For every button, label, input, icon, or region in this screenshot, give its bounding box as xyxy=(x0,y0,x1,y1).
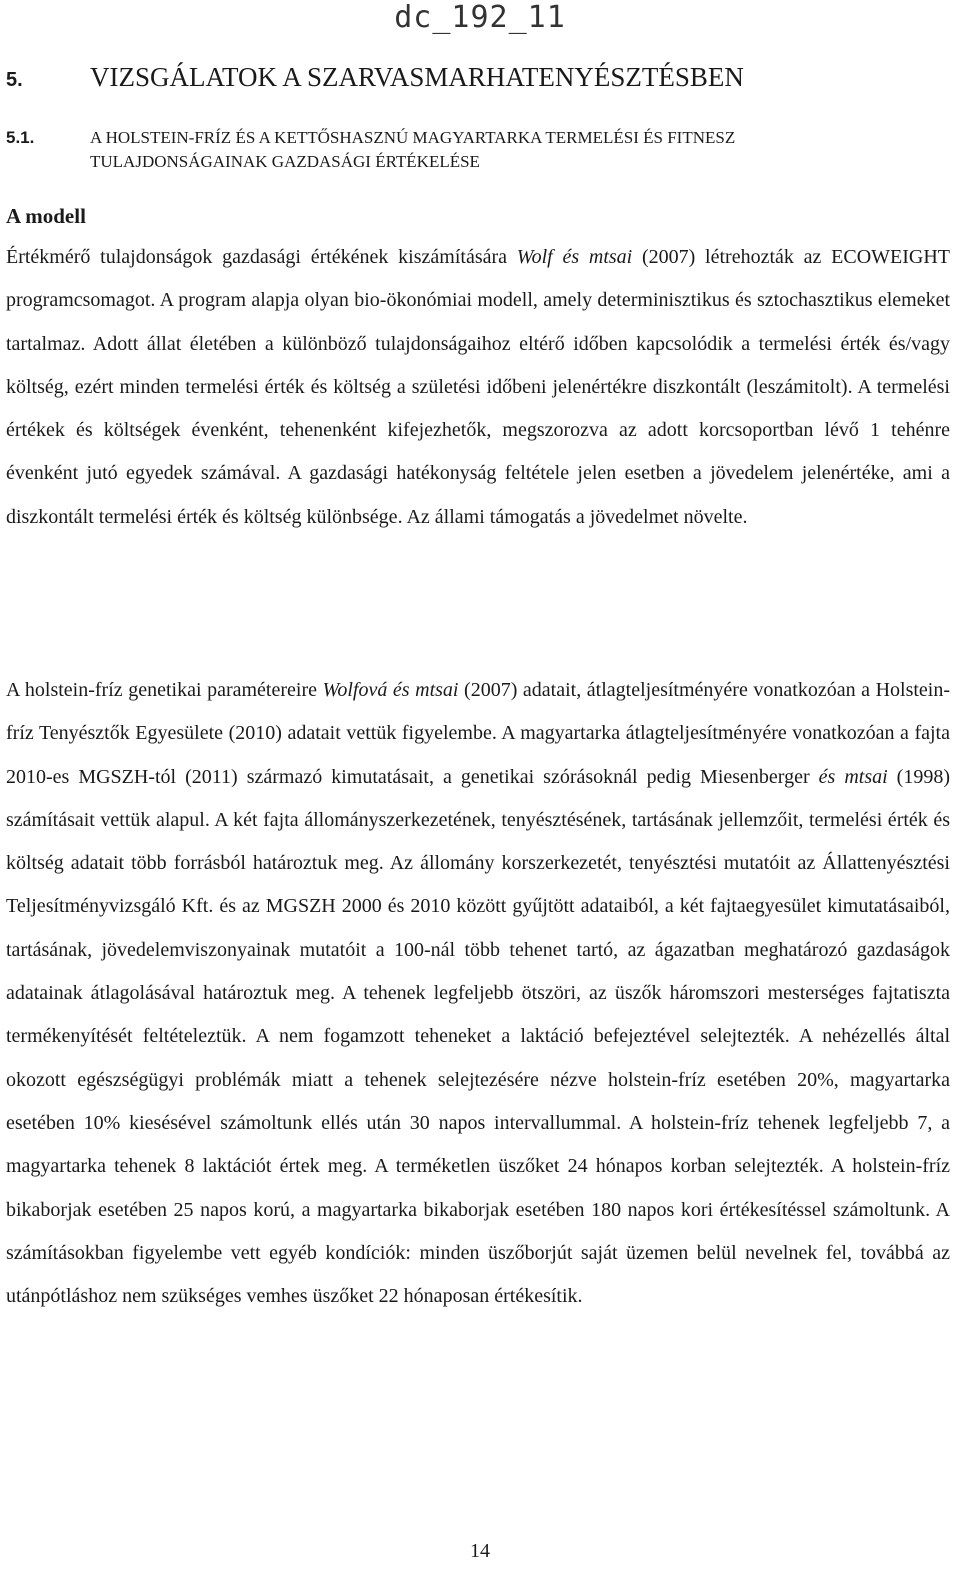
p1-text-start: Értékmérő tulajdonságok gazdasági értékének kiszámítására xyxy=(6,246,517,268)
p2-citation-2: és mtsai xyxy=(818,765,888,788)
model-heading: A modell xyxy=(6,204,86,228)
subsection-heading xyxy=(6,126,946,174)
subsection-title: A HOLSTEIN-FRÍZ ÉS A KETTŐSHASZNÚ MAGYARTARKA TERMELÉSI ÉS FITNESZ TULAJDONSÁGAINAK GAZDASÁGI ÉRTÉKELÉSE xyxy=(90,128,736,171)
document-id-header: dc_192_11 xyxy=(394,0,566,35)
paragraph-model xyxy=(6,236,950,539)
p2-text-a: A holstein-fríz genetikai paramétereire xyxy=(6,679,323,701)
p2-text-c: (1998) számításait vettük alapul. A két fajta állományszerkezetének, tenyésztésének, tartásának jellemzőit, termelési érték és költség adatait több forrásból határoztuk meg. Az állomány korszerkezetét, tenyésztési mutatóit az Állattenyésztési Teljesítményvizsgáló Kft. és az MGSZH 2000 és 2010 között gyűjtött adataiból, a két fajtaegyesület kimutatásaiból, tartásának, jövedelemviszonyainak mutatóit a 100-nál több tehenet tartó, az ágazatban meghatározó gazdaságok adatainak átlagolásával határoztuk meg. A tehenek legfeljebb ötszöri, az üszők háromszori mesterséges fajtatiszta termékenyítését feltételeztük. A nem fogamzott teheneket a laktáció befejeztével selejtezték. A nehézellés által okozott egészségügyi problémák miatt a tehenek selejtezésére nézve holstein-fríz esetében 20%, magyartarka esetében 10% kiesésével számoltunk ellés után 30 napos intervallummal. A holstein-fríz tehenek legfeljebb 7, a magyartarka tehenek 8 laktációt értek meg. A terméketlen üszőket 24 hónapos korban selejtezték. A holstein-fríz bikaborjak esetében 25 napos korú, a magyartarka bikaborjak esetében 180 napos kori értékesítéssel számoltunk. A számításokban figyelembe vett egyéb kondíciók: minden üszőborjút saját üzemen belül nevelnek fel, továbbá az utánpótláshoz nem szükséges vemhes üszőket 22 hónaposan értékesítik. xyxy=(6,765,951,1308)
section-heading xyxy=(6,62,946,93)
section-number: 5. xyxy=(6,69,23,91)
paragraph-data-sources xyxy=(6,669,950,1318)
p2-citation-1: Wolfová és mtsai xyxy=(322,679,459,701)
p1-text-rest: (2007) létrehozták az ECOWEIGHT programcsomagot. A program alapja olyan bio-ökonómiai modell, amely determinisztikus és sztochasztikus elemeket tartalmaz. Adott állat életében a különböző tulajdonságaihoz eltérő időben kapcsolódik a termelési érték és/vagy költség, ezért minden termelési érték és költség a születési időbeni jelenértékre diszkontált (leszámitolt). A termelési értékek és költségek évenként, tehenenként kifejezhetők, megszorozva az adott korcsoportban lévő 1 tehénre évenként jutó egyedek számával. A gazdasági hatékonyság feltétele jelen esetben a jövedelem jelenértéke, ami a diszkontált termelési érték és költség különbsége. Az állami támogatás a jövedelmet növelte. xyxy=(6,246,950,528)
page-number: 14 xyxy=(470,1540,490,1562)
section-title: VIZSGÁLATOK A SZARVASMARHATENYÉSZTÉSBEN xyxy=(90,62,744,92)
p1-citation: Wolf és mtsai xyxy=(516,246,633,268)
p2-text-b: (2007) adatait, átlagteljesítményére vonatkozóan a Holstein-fríz Tenyésztők Egyesülete (2010) adatait vettük figyelembe. A magyartarka átlagteljesítményére vonatkozóan a fajta 2010-es MGSZH-tól (2011) származó kimutatásait, a genetikai szórásoknál pedig Miesenberger xyxy=(6,679,950,788)
subsection-number: 5.1. xyxy=(6,128,35,147)
